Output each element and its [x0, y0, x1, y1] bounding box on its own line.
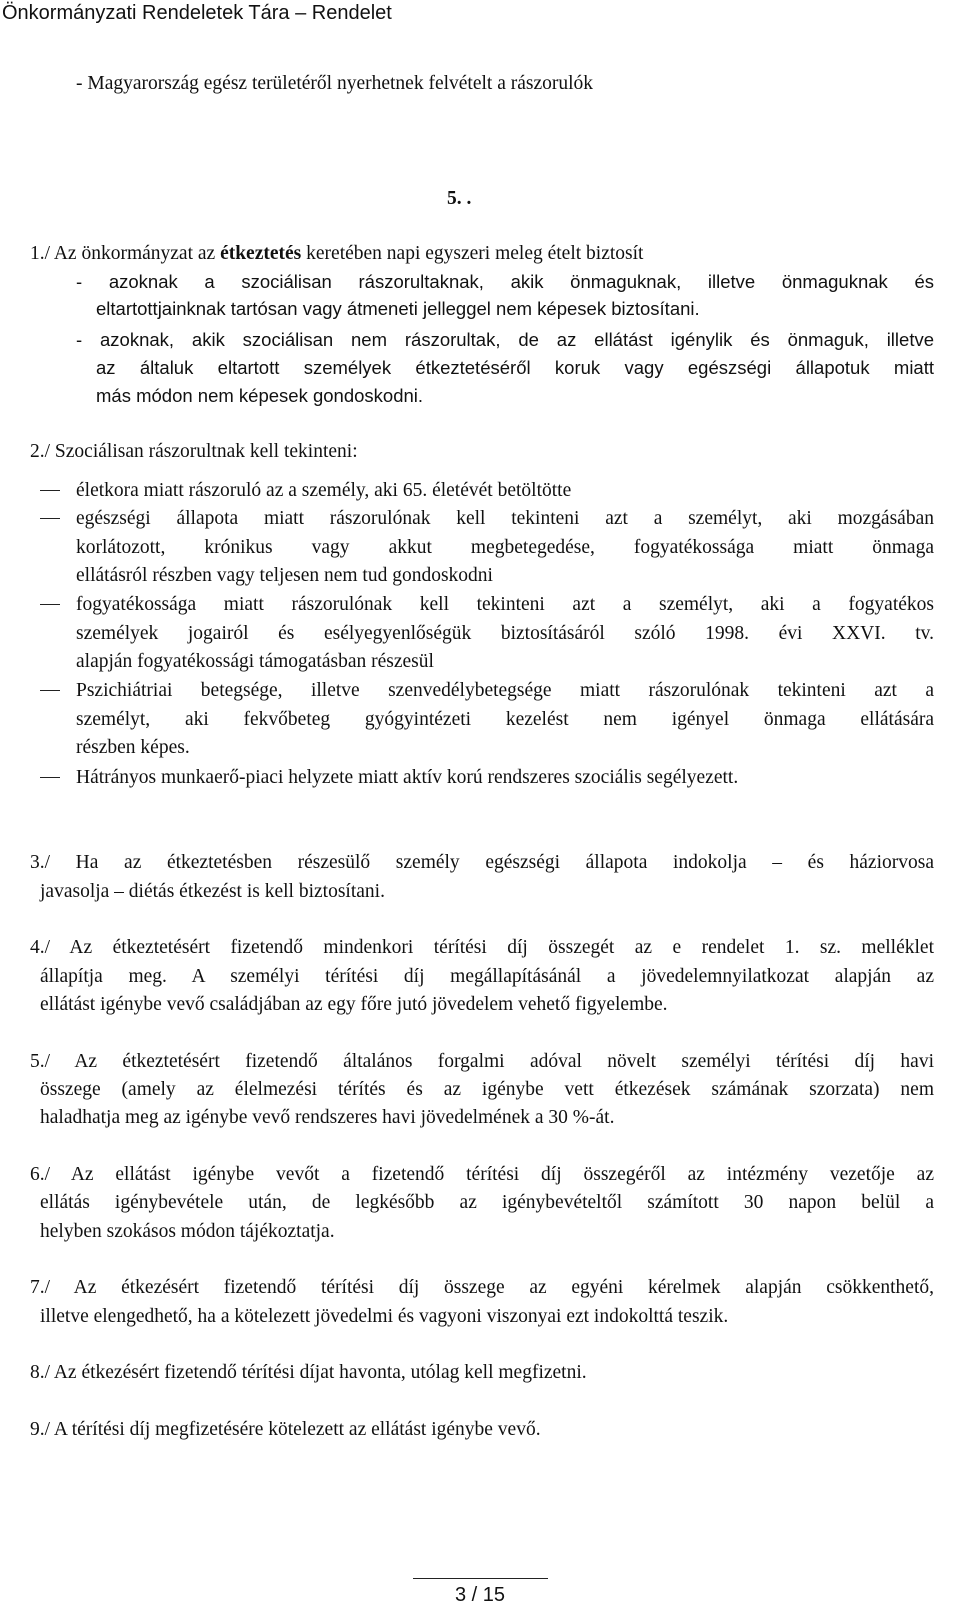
list-dash	[40, 777, 60, 778]
list-dash	[40, 490, 60, 491]
page-header-title: Önkormányzati Rendeletek Tára – Rendelet	[2, 2, 392, 24]
p1-b-line2	[96, 356, 934, 380]
p4-line3: ellátást igénybe vevő családjában az egy főre jutó jövedelem vehető figyelembe.	[40, 994, 668, 1015]
p7-line2: illetve elengedhető, ha a kötelezett jövedelmi és vagyoni viszonyai ezt indokolttá teszik.	[40, 1306, 729, 1327]
p2-item2-line2-text: korlátozott, krónikus vagy akkut megbetegedése, fogyatékossága miatt önmaga	[76, 537, 934, 558]
p3-line2: javasolja – diétás étkezést is kell biztosítani.	[40, 881, 385, 902]
p9-line: 9./ A térítési díj megfizetésére kötelezett az ellátást igénybe vevő.	[30, 1419, 541, 1440]
p2-item3-line1-text: fogyatékossága miatt rászorulónak kell tekinteni azt a személyt, aki a fogyatékos	[76, 594, 934, 615]
p1-bold-term: étkeztetés	[220, 243, 302, 264]
p1-intro	[30, 242, 643, 266]
footer-divider	[413, 1578, 548, 1579]
p1-prefix: 1./ Az önkormányzat az	[30, 243, 221, 264]
p6-line2	[40, 1191, 934, 1215]
p1-b-line3: más módon nem képesek gondoskodni.	[96, 385, 424, 406]
p2-item4-line2	[76, 708, 934, 732]
intro-line: - Magyarország egész területéről nyerhetnek felvételt a rászorulók	[76, 73, 594, 94]
p4-line2	[40, 965, 934, 989]
p1-b-line2-text: az általuk eltartott személyek étkeztetéséről koruk vagy egészségi állapotuk miatt	[96, 357, 934, 378]
p1-a-line2: eltartottjainknak tartósan vagy átmeneti jelleggel nem képesek biztosítani.	[96, 298, 700, 319]
p6-line1-text: 6./ Az ellátást igénybe vevőt a fizetendő térítési díj összegéről az intézmény vezetője az	[30, 1164, 934, 1185]
list-dash	[40, 690, 60, 691]
p6-line3: helyben szokásos módon tájékoztatja.	[40, 1221, 335, 1242]
p2-item4-line1-text: Pszichiátriai betegsége, illetve szenvedélybetegsége miatt rászorulónak tekinteni azt a	[76, 680, 934, 701]
p2-heading: 2./ Szociálisan rászorultnak kell tekinteni:	[30, 441, 358, 462]
section-title-text: 5. .	[447, 188, 472, 209]
p5-line1	[30, 1050, 934, 1074]
p2-item2-line1-text: egészségi állapota miatt rászorulónak kell tekinteni azt a személyt, aki mozgásában	[76, 508, 934, 529]
p5-line1-text: 5./ Az étkeztetésért fizetendő általános forgalmi adóval növelt személyi térítési díj havi	[30, 1051, 934, 1072]
p6-line1	[30, 1163, 934, 1187]
p3-line1-text: 3./ Ha az étkeztetésben részesülő személy egészségi állapota indokolja – és háziorvosa	[30, 852, 934, 873]
p2-item3-line2	[76, 622, 934, 646]
list-dash	[40, 604, 60, 605]
list-dash	[40, 518, 60, 519]
p1-a-line1	[76, 270, 934, 294]
p2-item3-line3: alapján fogyatékossági támogatásban részesül	[76, 651, 434, 672]
p2-item2-line2	[76, 536, 934, 560]
p3-line1	[30, 851, 934, 875]
p4-line1	[30, 936, 934, 960]
p4-line2-text: állapítja meg. A személyi térítési díj megállapításánál a jövedelemnyilatkozat alapján az	[40, 966, 934, 987]
p1-suffix: keretében napi egyszeri meleg ételt biztosít	[301, 243, 644, 264]
p6-line2-text: ellátás igénybevétele után, de legkésőbb az igénybevételtől számított 30 napon belül a	[40, 1192, 934, 1213]
p7-line1-text: 7./ Az étkezésért fizetendő térítési díj összege az egyéni kérelmek alapján csökkenthető,	[30, 1277, 934, 1298]
p1-b-line1	[76, 328, 934, 352]
p2-item5-line1: Hátrányos munkaerő-piaci helyzete miatt aktív korú rendszeres szociális segélyezett.	[76, 767, 739, 788]
p1-a-line1-text: - azoknak a szociálisan rászorultaknak, akik önmaguknak, illetve önmaguknak és	[76, 271, 934, 292]
p2-item4-line3: részben képes.	[76, 737, 190, 758]
p2-item3-line1	[76, 593, 934, 617]
p2-item4-line2-text: személyt, aki fekvőbeteg gyógyintézeti kezelést nem igényel önmaga ellátására	[76, 709, 934, 730]
p2-item1-line1: életkora miatt rászoruló az a személy, aki 65. életévét betöltötte	[76, 480, 572, 501]
page-number: 3 / 15	[454, 1584, 506, 1606]
p8-line: 8./ Az étkezésért fizetendő térítési díjat havonta, utólag kell megfizetni.	[30, 1362, 587, 1383]
p4-line1-text: 4./ Az étkeztetésért fizetendő mindenkori térítési díj összegét az e rendelet 1. sz. melléklet	[30, 937, 934, 958]
p5-line3: haladhatja meg az igénybe vevő rendszeres havi jövedelmének a 30 %-át.	[40, 1107, 615, 1128]
p7-line1	[30, 1276, 934, 1300]
p2-item3-line2-text: személyek jogairól és esélyegyenlőségük biztosításáról szóló 1998. évi XXVI. tv.	[76, 623, 934, 644]
p1-b-line1-text: - azoknak, akik szociálisan nem rászorultak, de az ellátást igénylik és önmaguk, illetve	[76, 329, 934, 350]
section-title	[447, 187, 471, 211]
p2-item2-line3: ellátásról részben vagy teljesen nem tud gondoskodni	[76, 565, 493, 586]
p2-item4-line1	[76, 679, 934, 703]
p5-line2	[40, 1078, 934, 1102]
p5-line2-text: összege (amely az élelmezési térítés és az igénybe vett étkezések számának szorzata) nem	[40, 1079, 934, 1100]
p2-item2-line1	[76, 507, 934, 531]
